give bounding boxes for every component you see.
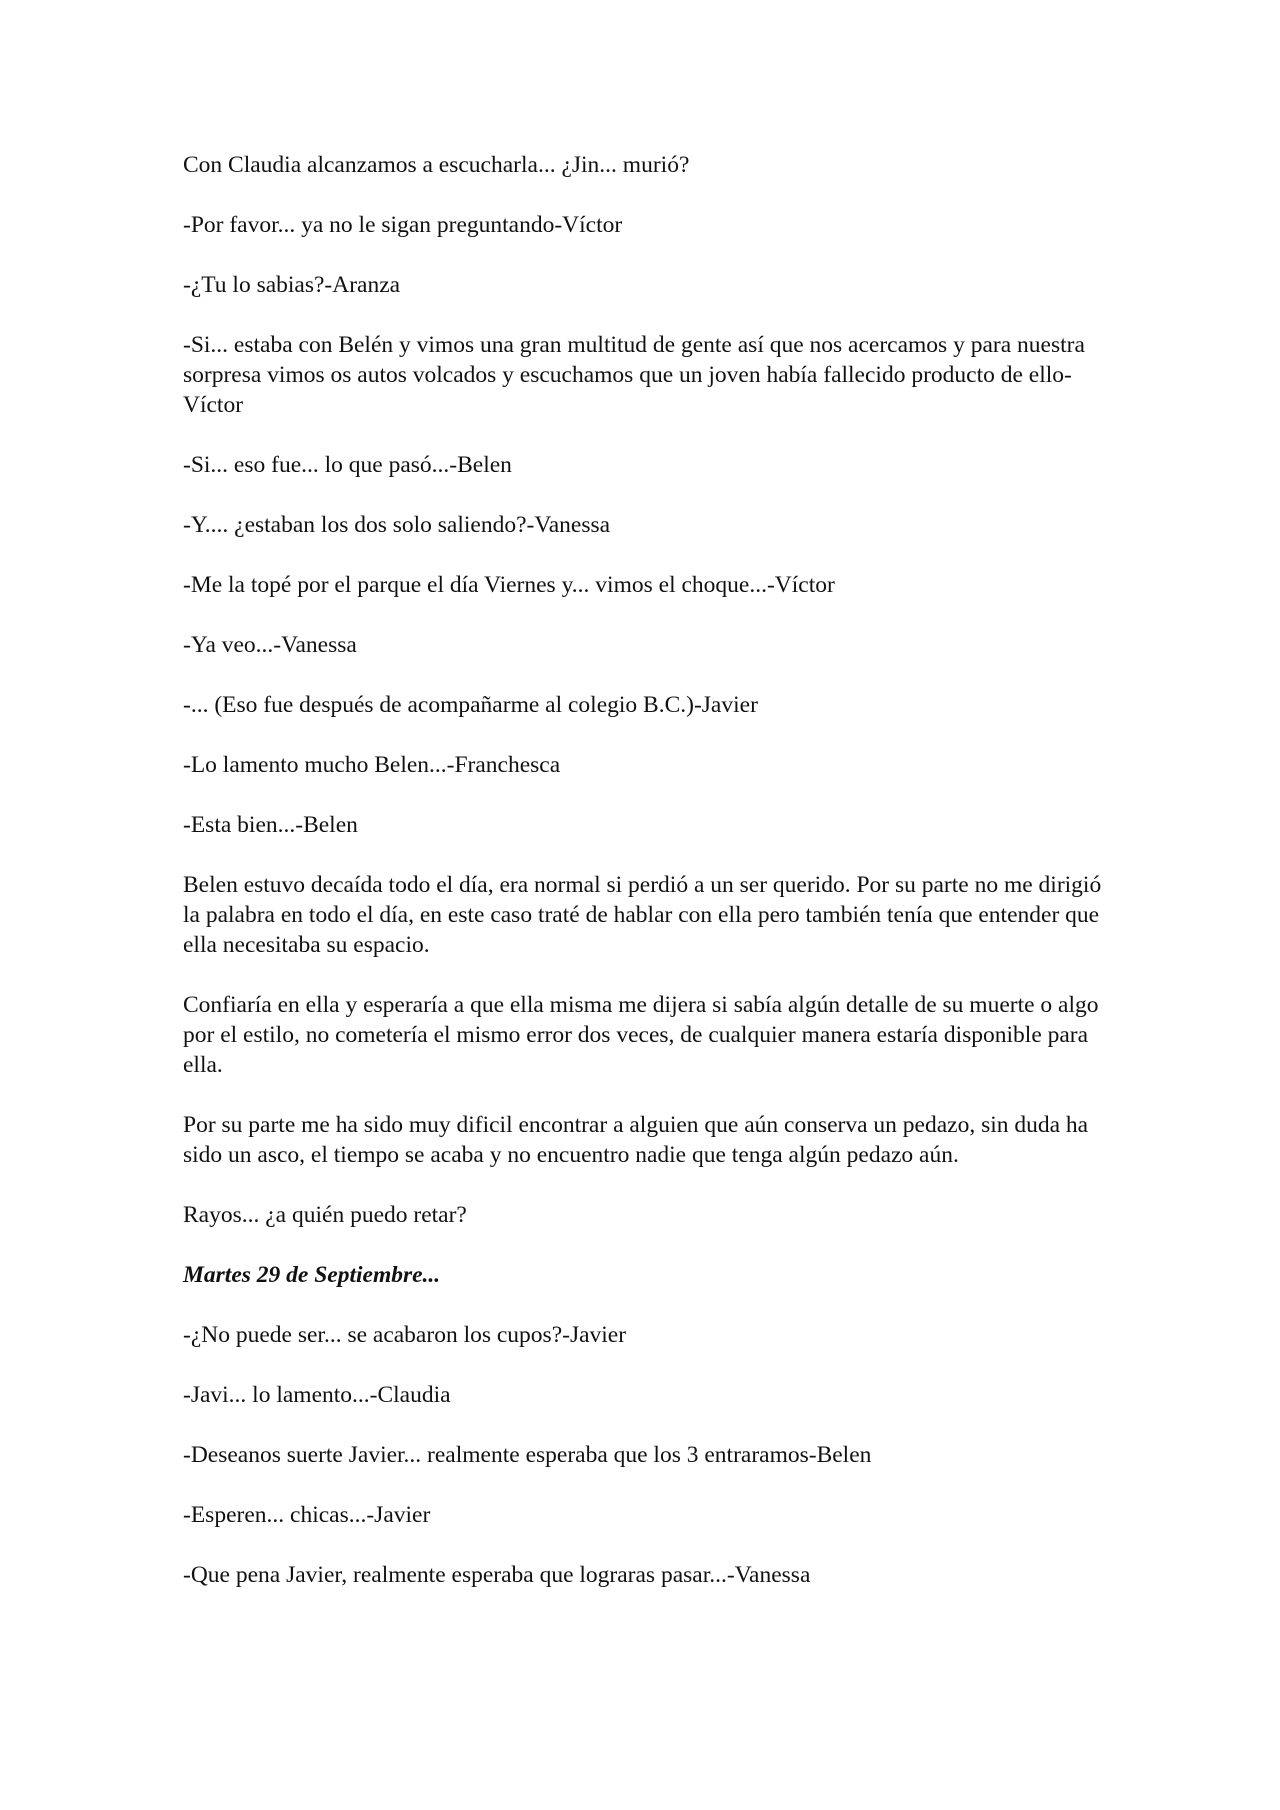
dialogue-line: -¿No puede ser... se acabaron los cupos?-Javier [183, 1322, 627, 1348]
dialogue-line: -Si... estaba con Belén y vimos una gran multitud de gente así que nos acercamos y para nuestra sorpresa vimos os autos volcados y escuchamos que un joven había fallecido producto de ello-Víctor [183, 332, 1085, 418]
paragraph: Por su parte me ha sido muy dificil encontrar a alguien que aún conserva un pedazo, sin duda ha sido un asco, el tiempo se acaba y no encuentro nadie que tenga algún pedazo aún. [183, 1112, 1089, 1168]
dialogue-line: -Ya veo...-Vanessa [183, 632, 357, 658]
dialogue-line: -Por favor... ya no le sigan preguntando-Víctor [183, 212, 623, 238]
dialogue-line: -Esta bien...-Belen [183, 812, 358, 838]
document-body [183, 150, 1103, 1620]
dialogue-line: -¿Tu lo sabias?-Aranza [183, 272, 401, 298]
dialogue-line: -Deseanos suerte Javier... realmente esperaba que los 3 entraramos-Belen [183, 1442, 872, 1468]
paragraph: Rayos... ¿a quién puedo retar? [183, 1202, 467, 1228]
dialogue-line: -Javi... lo lamento...-Claudia [183, 1382, 451, 1408]
paragraph: Belen estuvo decaída todo el día, era normal si perdió a un ser querido. Por su parte no me dirigió la palabra en todo el día, en este caso traté de hablar con ella pero también tenía que entender que ella necesitaba su espacio. [183, 872, 1102, 958]
dialogue-line: -Si... eso fue... lo que pasó...-Belen [183, 452, 512, 478]
dialogue-line: -Esperen... chicas...-Javier [183, 1502, 431, 1528]
dialogue-line: -Y.... ¿estaban los dos solo saliendo?-Vanessa [183, 512, 611, 538]
paragraph: Con Claudia alcanzamos a escucharla... ¿Jin... murió? [183, 152, 690, 178]
date-heading: Martes 29 de Septiembre... [183, 1262, 441, 1288]
dialogue-line: -... (Eso fue después de acompañarme al colegio B.C.)-Javier [183, 692, 758, 718]
paragraph: Confiaría en ella y esperaría a que ella misma me dijera si sabía algún detalle de su muerte o algo por el estilo, no cometería el mismo error dos veces, de cualquier manera estaría disponible para ella. [183, 992, 1099, 1078]
dialogue-line: -Lo lamento mucho Belen...-Franchesca [183, 752, 561, 778]
dialogue-line: -Me la topé por el parque el día Viernes y... vimos el choque...-Víctor [183, 572, 835, 598]
dialogue-line: -Que pena Javier, realmente esperaba que lograras pasar...-Vanessa [183, 1562, 811, 1588]
